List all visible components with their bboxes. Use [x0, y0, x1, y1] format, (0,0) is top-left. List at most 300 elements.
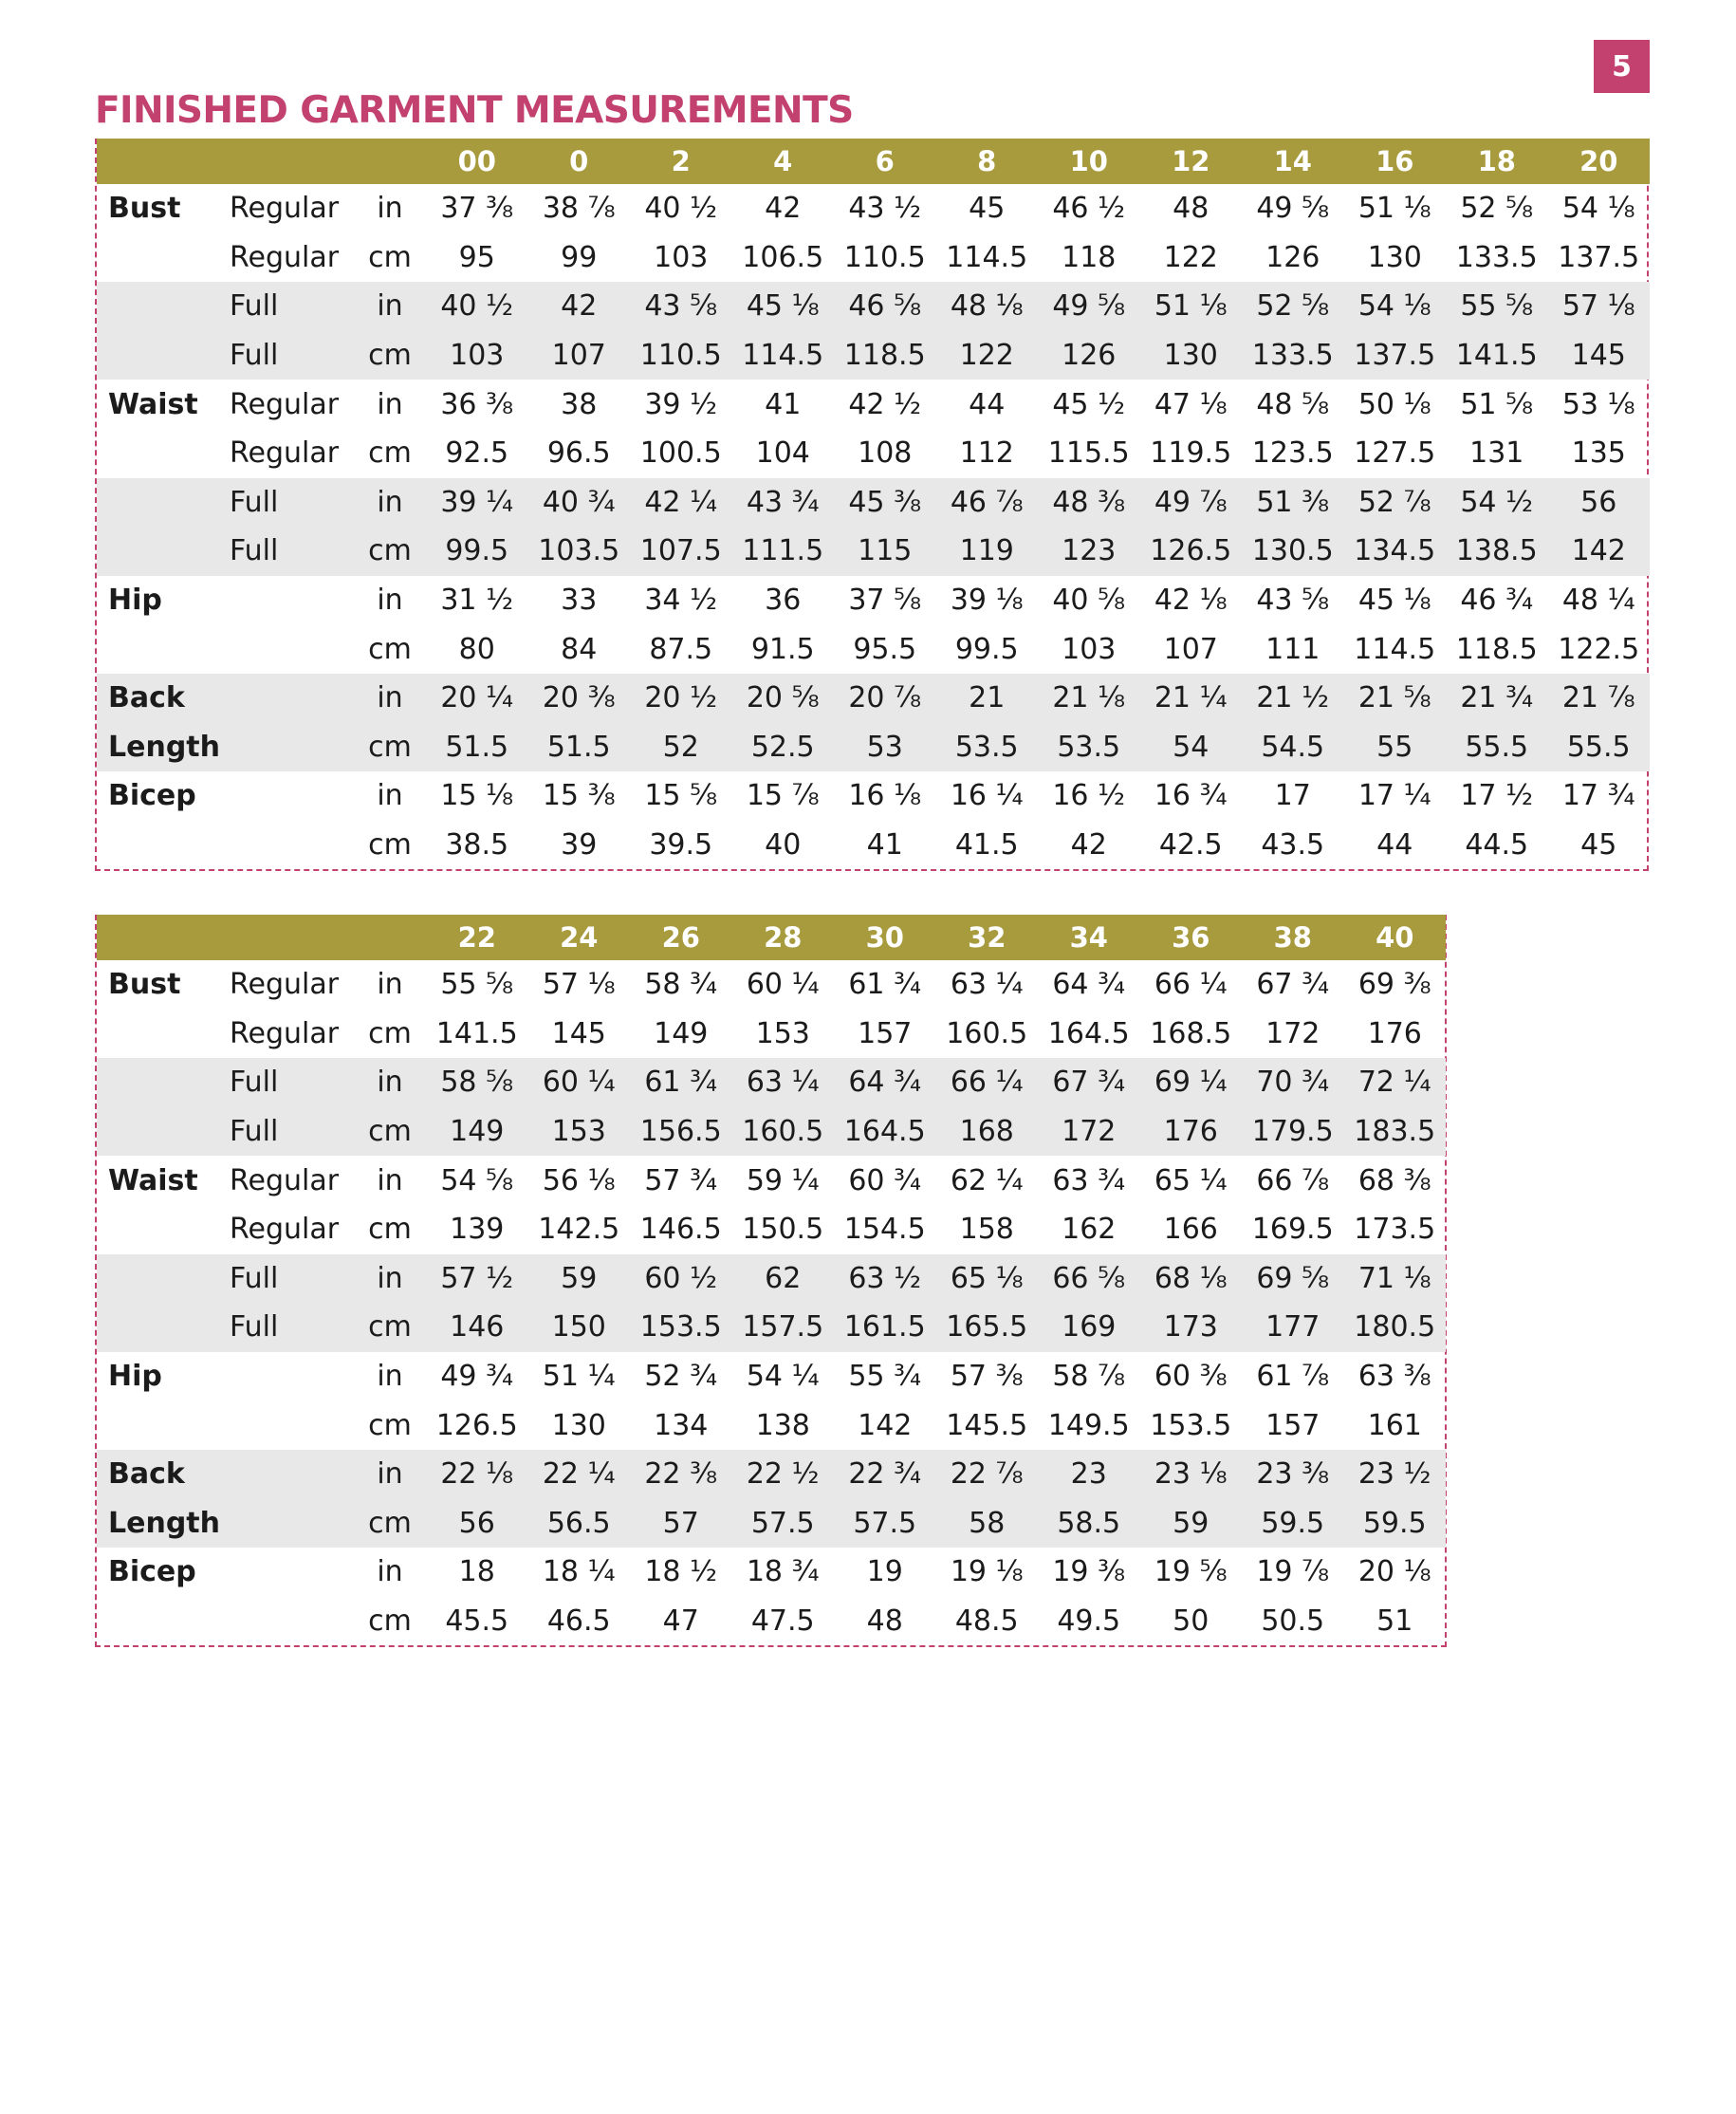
measurement-value: 91.5 [750, 632, 815, 666]
measurement-value: 58 ⅞ [1052, 1360, 1126, 1394]
measurement-label [97, 478, 226, 528]
size-header: 12 [1140, 139, 1243, 184]
unit-label: cm [368, 1213, 412, 1247]
measurement-value: 48 ⅝ [1256, 387, 1330, 421]
measurement-value: 135 [1571, 436, 1626, 471]
measurement-value: 122.5 [1558, 632, 1640, 666]
measurement-value: 54 ½ [1446, 478, 1548, 528]
measurement-value: 57 ¾ [644, 1163, 718, 1197]
measurement-value: 43.5 [1261, 828, 1325, 862]
unit-label: in [377, 1360, 403, 1394]
measurement-value: 61 ¾ [630, 1058, 732, 1107]
measurement-value: 47 [662, 1604, 699, 1639]
measurement-value: 145 [1548, 331, 1651, 380]
measurement-value: 119 [936, 527, 1039, 576]
unit-label: cm [368, 632, 412, 666]
measurement-value: 16 ¼ [950, 779, 1024, 813]
measurement-value: 36 ⅜ [440, 387, 514, 421]
measurement-value: 60 ⅜ [1154, 1360, 1228, 1394]
size-header: 18 [1446, 139, 1548, 184]
measurement-value: 71 ⅛ [1344, 1254, 1447, 1304]
measurement-value: 54 ⅛ [1561, 192, 1635, 226]
measurement-label: Bicep [108, 779, 196, 813]
size-header: 26 [630, 915, 732, 960]
fit-label [226, 624, 354, 674]
measurement-value: 20 ½ [630, 674, 732, 723]
measurement-value: 126 [1265, 240, 1320, 274]
table-row [97, 960, 1446, 1010]
measurement-value: 62 ¼ [950, 1163, 1024, 1197]
fit-label [226, 1548, 354, 1597]
table-row [97, 1548, 1446, 1597]
unit-label: in [354, 1450, 426, 1499]
measurement-label [97, 1254, 226, 1304]
table-row [97, 1400, 1446, 1450]
measurement-label: Bust [108, 192, 181, 226]
measurement-label [97, 624, 226, 674]
measurement-value: 137.5 [1344, 331, 1447, 380]
measurement-value: 122 [1163, 240, 1218, 274]
measurement-label [97, 1597, 226, 1646]
measurement-value: 37 ⅝ [848, 584, 922, 618]
measurement-value: 154.5 [843, 1213, 926, 1247]
measurement-value: 55.5 [1446, 723, 1548, 772]
measurement-value: 63 ¾ [1052, 1163, 1126, 1197]
measurement-value: 118.5 [834, 331, 936, 380]
measurement-value: 51 ⅜ [1242, 478, 1344, 528]
size-header: 28 [732, 915, 835, 960]
measurement-value: 115 [834, 527, 936, 576]
fit-label: Regular [230, 192, 340, 226]
measurement-value: 48 ¼ [1561, 584, 1635, 618]
unit-label: in [354, 282, 426, 331]
measurement-label [97, 282, 226, 331]
measurement-value: 45 ⅜ [834, 478, 936, 528]
unit-label: in [377, 968, 403, 1002]
measurement-label [97, 1303, 226, 1352]
size-header: 10 [1038, 139, 1140, 184]
measurement-value: 149.5 [1047, 1408, 1130, 1442]
header-blank [97, 139, 226, 184]
measurement-value: 45.5 [445, 1604, 509, 1639]
measurement-value: 111 [1265, 632, 1320, 666]
measurement-value: 107.5 [630, 527, 732, 576]
measurement-value: 23 [1038, 1450, 1140, 1499]
table-row [97, 429, 1650, 478]
fit-label: Regular [230, 387, 340, 421]
measurement-label: Back [97, 674, 226, 723]
measurement-value: 70 ¾ [1242, 1058, 1344, 1107]
measurement-value: 39 ¼ [426, 478, 528, 528]
measurement-value: 54 [1140, 723, 1243, 772]
unit-label: in [377, 1163, 403, 1197]
measurement-value: 40 [765, 828, 802, 862]
measurement-value: 59 [528, 1254, 631, 1304]
measurement-value: 142.5 [538, 1213, 620, 1247]
measurement-value: 15 ⅛ [440, 779, 514, 813]
unit-label: in [377, 779, 403, 813]
fit-label [226, 1499, 354, 1548]
measurement-value: 16 ⅛ [848, 779, 922, 813]
measurement-value: 19 [866, 1555, 903, 1589]
measurement-value: 57.5 [732, 1499, 835, 1548]
measurement-value: 36 [765, 584, 802, 618]
measurement-value: 21 ⅝ [1344, 674, 1447, 723]
measurement-value: 64 ¾ [1052, 968, 1126, 1002]
measurement-value: 54.5 [1242, 723, 1344, 772]
measurement-value: 57 ⅛ [542, 968, 616, 1002]
measurement-value: 157 [1265, 1408, 1320, 1442]
size-header: 40 [1344, 915, 1447, 960]
fit-label: Regular [230, 436, 340, 471]
measurement-value: 139 [450, 1213, 505, 1247]
unit-label: cm [354, 1303, 426, 1352]
measurement-value: 34 ½ [644, 584, 718, 618]
measurement-value: 41 [866, 828, 903, 862]
measurement-value: 20 ⅜ [528, 674, 631, 723]
measurement-value: 19 ⅛ [950, 1555, 1024, 1589]
measurement-label [97, 1058, 226, 1107]
measurement-label [97, 527, 226, 576]
measurement-value: 22 ⅛ [426, 1450, 528, 1499]
measurement-value: 51.5 [426, 723, 528, 772]
measurement-label [97, 1010, 226, 1059]
measurement-value: 21 ¼ [1140, 674, 1243, 723]
measurement-value: 51 ⅝ [1460, 387, 1534, 421]
measurement-value: 17 ½ [1460, 779, 1534, 813]
fit-label [226, 771, 354, 821]
measurement-value: 15 ⅞ [746, 779, 820, 813]
measurement-value: 168 [936, 1107, 1039, 1157]
measurement-value: 44 [1376, 828, 1413, 862]
table-row [97, 1499, 1446, 1548]
measurement-value: 64 ¾ [834, 1058, 936, 1107]
measurement-value: 103 [654, 240, 709, 274]
measurement-value: 150.5 [742, 1213, 824, 1247]
measurement-value: 17 [1274, 779, 1311, 813]
measurement-value: 141.5 [1446, 331, 1548, 380]
unit-label: cm [368, 1408, 412, 1442]
measurement-value: 160.5 [946, 1016, 1028, 1050]
measurement-value: 68 ⅛ [1140, 1254, 1243, 1304]
measurement-value: 107 [528, 331, 631, 380]
measurement-value: 58 [936, 1499, 1039, 1548]
measurement-value: 138 [755, 1408, 810, 1442]
measurement-value: 114.5 [1354, 632, 1436, 666]
unit-label: in [354, 478, 426, 528]
table-row [97, 1597, 1446, 1646]
measurement-value: 63 ½ [834, 1254, 936, 1304]
measurement-value: 145 [551, 1016, 606, 1050]
measurements-grid [97, 915, 1446, 1645]
measurement-value: 65 ⅛ [936, 1254, 1039, 1304]
fit-label [226, 674, 354, 723]
measurement-value: 134 [654, 1408, 709, 1442]
unit-label: cm [354, 1499, 426, 1548]
measurement-label [97, 1205, 226, 1254]
measurement-value: 118.5 [1455, 632, 1538, 666]
measurement-value: 41 [765, 387, 802, 421]
measurement-value: 45 ⅛ [732, 282, 835, 331]
measurement-value: 49.5 [1057, 1604, 1121, 1639]
measurement-value: 123 [1038, 527, 1140, 576]
unit-label: in [354, 1058, 426, 1107]
size-header: 8 [936, 139, 1039, 184]
measurement-value: 130 [1140, 331, 1243, 380]
measurement-value: 180.5 [1344, 1303, 1447, 1352]
unit-label: in [377, 387, 403, 421]
measurement-value: 57.5 [834, 1499, 936, 1548]
measurement-value: 112 [959, 436, 1014, 471]
size-header: 6 [834, 139, 936, 184]
measurement-value: 40 ⅝ [1052, 584, 1126, 618]
measurement-value: 15 ⅝ [644, 779, 718, 813]
measurement-value: 49 ⅝ [1038, 282, 1140, 331]
measurement-value: 172 [1265, 1016, 1320, 1050]
size-header: 22 [426, 915, 528, 960]
size-header: 30 [834, 915, 936, 960]
header-blank [97, 915, 226, 960]
measurement-label: Waist [108, 387, 198, 421]
fit-label [226, 1352, 354, 1401]
measurement-value: 56 [426, 1499, 528, 1548]
measurement-value: 20 ¼ [426, 674, 528, 723]
measurement-value: 45 [1580, 828, 1617, 862]
measurement-value: 104 [755, 436, 810, 471]
measurement-label: Bicep [108, 1555, 196, 1589]
measurement-value: 22 ½ [732, 1450, 835, 1499]
measurement-value: 41.5 [954, 828, 1019, 862]
measurement-value: 63 ¼ [950, 968, 1024, 1002]
measurement-value: 57 ⅛ [1548, 282, 1651, 331]
measurement-value: 173.5 [1354, 1213, 1436, 1247]
measurement-label: Hip [108, 584, 162, 618]
measurement-value: 21 [936, 674, 1039, 723]
measurement-value: 172 [1038, 1107, 1140, 1157]
measurement-value: 67 ¾ [1038, 1058, 1140, 1107]
measurement-value: 161 [1367, 1408, 1422, 1442]
measurement-value: 65 ¼ [1154, 1163, 1228, 1197]
fit-label [226, 1400, 354, 1450]
measurement-value: 67 ¾ [1256, 968, 1330, 1002]
measurement-value: 50.5 [1261, 1604, 1325, 1639]
unit-label: cm [368, 1016, 412, 1050]
measurement-value: 19 ⅞ [1256, 1555, 1330, 1589]
table-row [97, 674, 1650, 723]
unit-label: in [377, 1555, 403, 1589]
header-blank [226, 915, 354, 960]
measurement-value: 103.5 [528, 527, 631, 576]
measurement-value: 168.5 [1150, 1016, 1232, 1050]
measurement-value: 48 [866, 1604, 903, 1639]
measurement-value: 52.5 [732, 723, 835, 772]
size-header: 36 [1140, 915, 1243, 960]
size-header: 4 [732, 139, 835, 184]
measurement-label: Back [97, 1450, 226, 1499]
measurement-value: 126 [1038, 331, 1140, 380]
fit-label: Full [226, 1058, 354, 1107]
measurement-value: 62 [732, 1254, 835, 1304]
measurement-value: 69 ⅝ [1242, 1254, 1344, 1304]
measurement-value: 177 [1242, 1303, 1344, 1352]
measurement-label [97, 821, 226, 870]
measurement-value: 40 ½ [426, 282, 528, 331]
measurement-value: 59.5 [1344, 1499, 1447, 1548]
measurement-value: 39 ½ [644, 387, 718, 421]
measurement-value: 114.5 [732, 331, 835, 380]
measurement-value: 183.5 [1344, 1107, 1447, 1157]
measurement-value: 53 ⅛ [1561, 387, 1635, 421]
measurement-value: 123.5 [1251, 436, 1334, 471]
measurement-value: 20 ⅞ [834, 674, 936, 723]
measurement-value: 21 ¾ [1446, 674, 1548, 723]
measurement-value: 23 ½ [1344, 1450, 1447, 1499]
measurement-label [97, 429, 226, 478]
unit-label: cm [368, 436, 412, 471]
measurement-value: 46 ¾ [1460, 584, 1534, 618]
measurement-value: 153.5 [1150, 1408, 1232, 1442]
measurement-value: 176 [1140, 1107, 1243, 1157]
table-row [97, 1107, 1446, 1157]
measurement-value: 59 ¼ [746, 1163, 820, 1197]
measurement-value: 42 ¼ [630, 478, 732, 528]
measurement-value: 161.5 [834, 1303, 936, 1352]
table-row [97, 1156, 1446, 1205]
measurement-value: 38 [561, 387, 598, 421]
measurement-value: 169.5 [1251, 1213, 1334, 1247]
fit-label: Full [226, 282, 354, 331]
measurement-value: 19 ⅝ [1154, 1555, 1228, 1589]
measurement-value: 17 ¼ [1357, 779, 1431, 813]
measurement-label: Hip [108, 1360, 162, 1394]
measurement-value: 15 ⅜ [542, 779, 616, 813]
unit-label: cm [368, 240, 412, 274]
measurement-value: 16 ¾ [1154, 779, 1228, 813]
measurement-value: 20 ⅛ [1357, 1555, 1431, 1589]
header-blank [226, 139, 354, 184]
table-row [97, 1010, 1446, 1059]
fit-label: Full [226, 1303, 354, 1352]
measurement-value: 153.5 [630, 1303, 732, 1352]
measurement-value: 176 [1367, 1016, 1422, 1050]
measurement-value: 165.5 [936, 1303, 1039, 1352]
measurement-value: 49 ⅝ [1256, 192, 1330, 226]
fit-label [226, 576, 354, 625]
measurement-value: 56 [1548, 478, 1651, 528]
measurement-value: 110.5 [843, 240, 926, 274]
measurement-value: 54 ⅝ [440, 1163, 514, 1197]
measurement-value: 20 ⅝ [732, 674, 835, 723]
measurement-value: 130 [551, 1408, 606, 1442]
measurement-value: 39 [561, 828, 598, 862]
measurement-value: 179.5 [1242, 1107, 1344, 1157]
unit-label: cm [368, 828, 412, 862]
measurement-value: 38 ⅞ [542, 192, 616, 226]
measurement-value: 57 [630, 1499, 732, 1548]
fit-label: Regular [230, 1016, 340, 1050]
measurement-value: 46 ⅝ [834, 282, 936, 331]
table-row [97, 771, 1650, 821]
unit-label: cm [354, 723, 426, 772]
table-row [97, 527, 1650, 576]
measurements-table-sizes-00-to-20 [95, 139, 1649, 871]
size-header: 16 [1344, 139, 1447, 184]
table-row [97, 380, 1650, 429]
measurement-value: 19 ⅜ [1052, 1555, 1126, 1589]
measurement-value: 63 ⅜ [1357, 1360, 1431, 1394]
measurement-value: 131 [1469, 436, 1524, 471]
measurement-value: 46 ½ [1052, 192, 1126, 226]
measurement-value: 114.5 [946, 240, 1028, 274]
measurements-table-sizes-22-to-40 [95, 915, 1447, 1647]
table-row [97, 624, 1650, 674]
measurement-value: 69 ⅜ [1357, 968, 1431, 1002]
measurement-value: 58 ¾ [644, 968, 718, 1002]
measurement-value: 57 ⅜ [950, 1360, 1024, 1394]
measurement-value: 162 [1062, 1213, 1117, 1247]
measurement-value: 48 ⅛ [936, 282, 1039, 331]
measurement-value: 33 [561, 584, 598, 618]
measurement-value: 45 [969, 192, 1006, 226]
measurement-value: 133.5 [1242, 331, 1344, 380]
measurement-value: 96.5 [546, 436, 611, 471]
measurement-value: 133.5 [1455, 240, 1538, 274]
measurement-value: 42 ⅛ [1154, 584, 1228, 618]
measurement-value: 43 ⅝ [630, 282, 732, 331]
size-header: 14 [1242, 139, 1344, 184]
measurement-value: 150 [528, 1303, 631, 1352]
measurement-value: 66 ⅝ [1038, 1254, 1140, 1304]
measurement-value: 21 ⅞ [1548, 674, 1651, 723]
measurement-value: 157 [858, 1016, 913, 1050]
size-header-row [97, 915, 1446, 960]
measurement-value: 166 [1163, 1213, 1218, 1247]
measurement-value: 164.5 [1047, 1016, 1130, 1050]
measurement-value: 42.5 [1158, 828, 1223, 862]
measurement-value: 103 [426, 331, 528, 380]
measurement-value: 130 [1367, 240, 1422, 274]
measurement-value: 60 ¼ [528, 1058, 631, 1107]
unit-label: cm [354, 1107, 426, 1157]
measurement-value: 146 [426, 1303, 528, 1352]
measurement-value: 158 [959, 1213, 1014, 1247]
measurement-value: 95.5 [853, 632, 917, 666]
measurement-value: 164.5 [834, 1107, 936, 1157]
measurement-value: 22 ⅜ [630, 1450, 732, 1499]
measurement-value: 173 [1140, 1303, 1243, 1352]
measurement-value: 53.5 [1038, 723, 1140, 772]
measurement-value: 103 [1062, 632, 1117, 666]
header-blank [354, 915, 426, 960]
unit-label: in [354, 674, 426, 723]
measurement-label: Bust [108, 968, 181, 1002]
size-header: 32 [936, 915, 1039, 960]
measurement-value: 58.5 [1038, 1499, 1140, 1548]
measurement-value: 48 ⅜ [1038, 478, 1140, 528]
measurement-value: 126.5 [1140, 527, 1243, 576]
measurement-value: 69 ¼ [1140, 1058, 1243, 1107]
measurement-value: 55 ¾ [848, 1360, 922, 1394]
unit-label: in [377, 584, 403, 618]
measurement-value: 51 [1376, 1604, 1413, 1639]
measurement-value: 53 [834, 723, 936, 772]
measurement-value: 157.5 [732, 1303, 835, 1352]
fit-label [226, 723, 354, 772]
table-row [97, 821, 1650, 870]
measurement-value: 92.5 [445, 436, 509, 471]
measurement-value: 43 ¾ [732, 478, 835, 528]
measurement-value: 60 ¾ [848, 1163, 922, 1197]
